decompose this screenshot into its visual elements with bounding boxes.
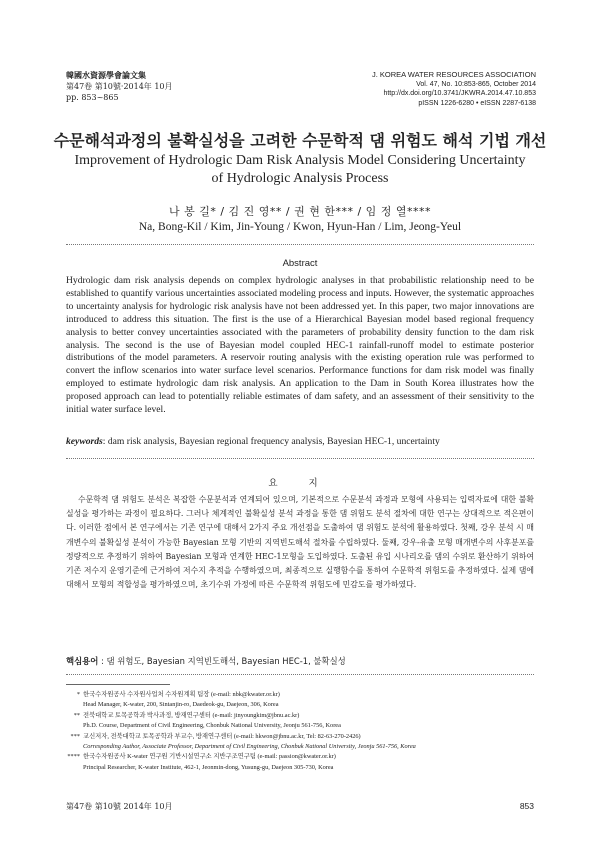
footnote-line <box>66 752 546 762</box>
footnote-text: Corresponding Author, Associate Professor, Department of Civil Engineering, Chonbuk National University, Jeonju 561-756, Korea <box>83 743 416 751</box>
divider-bottom <box>66 674 534 675</box>
keywords-label: keywords <box>66 436 103 447</box>
footnote-line <box>66 690 546 700</box>
journal-name-en: J. KOREA WATER RESOURCES ASSOCIATION <box>371 70 536 79</box>
footnote-line <box>66 711 546 721</box>
page-range: pp. 853~865 <box>66 93 119 102</box>
footnote-mark: *** <box>70 732 80 740</box>
korean-abstract-text: 수문학적 댐 위험도 분석은 복잡한 수문분석과 연계되어 있으며, 기본적으로 수문분석 과정과 모형에 사용되는 입력자료에 대한 불확실성을 평가하는 과정이 필요하다. 그러나 체계적인 불확실성 분석 과정을 통한 댐 위험도 분석 절차에 대한 연구는 상대적으로 적은편이다. 이러한 점에서 본 연구에서는 기존 연구에 대해서 2가지 주요 개선점을 도출하여 댐 위험도 분석에 활용하였다. 첫째, 강우 분석 시 매개변수의 불확실성 분석이 가능한 Bayesian 모형 기반의 지역빈도해석 절차를 수립하였다. 둘째, 강우-유출 모형 매개변수의 사후분포를 정량적으로 추정하기 위하여 Bayesian 모형과 연계한 HEC-1모형을 도입하였다. 도출된 유입 시나리오를 댐의 수위로 환산하기 위하여 기존 저수지 운영기준에 근거하여 저수지 추적을 수행하였으며, 최종적으로 실행함수를 통하여 수문학적 위험도를 추정하였다. 실제 댐에 대해서 모형의 적합성을 평가하였으며, 초기수위 가정에 따른 수문학적 위험도에 민감도를 평가하였다. <box>66 495 534 590</box>
korean-keywords <box>66 655 534 667</box>
korean-keywords-label: 핵심용어 <box>66 656 99 666</box>
divider-top <box>66 244 534 245</box>
footnotes <box>66 690 546 773</box>
keywords-text: : dam risk analysis, Bayesian regional frequency analysis, Bayesian HEC-1, uncertainty <box>102 436 440 447</box>
authors-korean: 나 봉 길* / 김 진 영** / 권 현 한*** / 임 정 열**** <box>168 205 432 218</box>
footnote-line <box>66 721 546 731</box>
footnote-text: 한국수자원공사 K-water 연구원 기반시설연구소 지반구조연구팀 (e-mail: passion@kwater.or.kr) <box>83 753 336 761</box>
title-korean: 수문해석과정의 불확실성을 고려한 수문학적 댐 위험도 해석 기법 개선 <box>53 131 547 150</box>
footnote-mark: **** <box>67 753 80 761</box>
footnote-text: 교신저자, 전북대학교 토목공학과 부교수, 방재연구센터 (e-mail: hkwon@jbnu.ac.kr, Tel: 82-63-270-2426) <box>83 732 361 740</box>
footnote-text: Head Manager, K-water, 200, Sintanjin-ro, Daedeok-gu, Daejeon, 306, Korea <box>83 701 279 709</box>
footnote-mark: ** <box>73 711 80 719</box>
footnote-rule <box>66 684 170 685</box>
journal-header-right <box>372 70 536 108</box>
abstract-text: Hydrologic dam risk analysis depends on complex hydrologic analyses in that probabilistic relationship need to be established to quantify various uncertainties associated modeling process and inputs. However, the systematic approaches to uncertainty analysis for hydrologic risk analysis have not been addressed yet. In this paper, two major innovations are introduced to address this situation. The first is the use of a Hierarchical Bayesian model based regional frequency analysis to better convey uncertainties associated with the parameters of probability density function to the dam risk analysis. The second is the use of Bayesian model coupled HEC-1 rainfall-runoff model to estimate posterior distributions of the model parameters. A reservoir routing analysis with the existing operation rule was performed to convert the inflow scenarios into water surface level scenarios. Performance functions for dam risk model was finally employed to estimate hydrologic dam risk analysis. An application to the Dam in South Korea illustrates how the proposed approach can lead to potentially reliable estimates of dam safety, and an assessment of their sensitivity to the initial water surface level. <box>66 275 534 416</box>
footer-volume: 第47卷 第10號 2014年 10月 <box>66 802 173 811</box>
issn: pISSN 1226-6280 • eISSN 2287-6138 <box>418 99 536 107</box>
journal-header-left <box>66 70 173 103</box>
footnote-line <box>66 732 546 742</box>
volume-ko: 第47卷 第10號·2014年 10月 <box>66 82 173 91</box>
footnote-text: 한국수자원공사 수자원사업처 수자원계획 팀장 (e-mail: nbk@kwater.or.kr) <box>83 691 280 698</box>
footnote-text: 전북대학교 토목공학과 박사과정, 방재연구센터 (e-mail: jinyoungkim@jbnu.ac.kr) <box>83 711 300 719</box>
keywords <box>66 436 534 447</box>
footnote-line <box>66 763 546 773</box>
page-number: 853 <box>519 801 534 811</box>
title-english-line2: of Hydrologic Analysis Process <box>211 171 389 186</box>
footnote-line <box>66 700 546 710</box>
volume-en: Vol. 47, No. 10:853-865, October 2014 <box>416 80 536 88</box>
footnote-text: Ph.D. Course, Department of Civil Engineering, Chonbuk National University, Jeonju 561-756, Korea <box>83 722 341 730</box>
title-english <box>40 152 560 188</box>
korean-keywords-text: : 댐 위험도, Bayesian 지역빈도해석, Bayesian HEC-1, 불확실성 <box>98 656 346 666</box>
footnote-line <box>66 742 546 752</box>
authors-english: Na, Bong-Kil / Kim, Jin-Young / Kwon, Hyun-Han / Lim, Jeong-Yeul <box>138 221 462 233</box>
abstract-heading: Abstract <box>282 258 318 269</box>
journal-name-ko: 韓國水資源學會論文集 <box>66 71 146 80</box>
doi-link[interactable]: http://dx.doi.org/10.3741/JKWRA.2014.47.10.853 <box>383 90 536 97</box>
footnote-mark: * <box>76 691 80 698</box>
korean-abstract-heading: 요 지 <box>268 478 332 489</box>
divider-middle <box>66 458 534 459</box>
title-english-line1: Improvement of Hydrologic Dam Risk Analysis Model Considering Uncertainty <box>74 153 526 168</box>
footnote-text: Principal Researcher, K-water Institute, 462-1, Jeonmin-dong, Yusung-gu, Daejeon 305-730, Korea <box>83 763 334 771</box>
